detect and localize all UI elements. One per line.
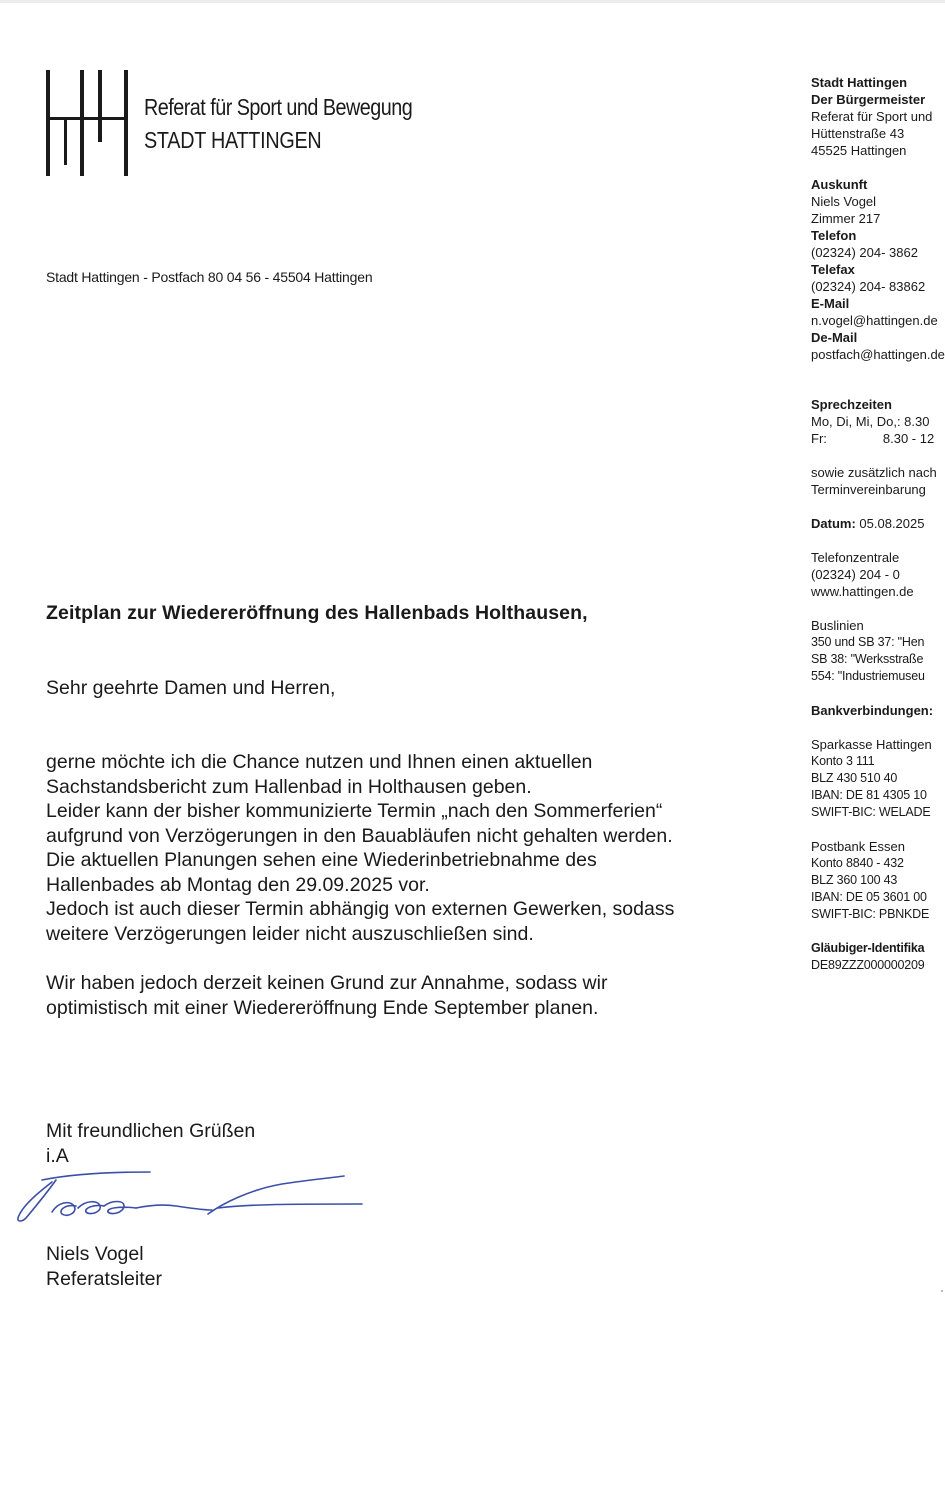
sidebar-date [811,515,945,532]
logo-city: STADT HATTINGEN [144,127,322,153]
sidebar-creditor-id: DE89ZZZ000000209 [811,958,925,972]
closing-greeting: Mit freundlichen Grüßen [46,1120,256,1142]
sidebar-contact-label: Telefax [811,262,855,277]
sidebar-central: (02324) 204 - 0 [811,567,900,582]
body-line: Hallenbades ab Montag den 29.09.2025 vor. [46,873,430,896]
sidebar-bank2: Postbank Essen [811,839,905,854]
sidebar-org: Der Bürgermeister [811,92,926,107]
body-line: weitere Verzögerungen leider nicht auszuschließen sind. [46,922,534,945]
signer-title: Referatsleiter [46,1267,162,1290]
handwritten-signature [12,1160,372,1230]
sidebar-hours-label: Sprechzeiten [811,397,892,412]
sidebar-bank-label: Bankverbindungen: [811,703,934,718]
date-value: 05.08.2025 [859,516,925,531]
sidebar-contact-label: E-Mail [811,296,850,311]
sidebar-contact-value: Niels Vogel [811,194,877,209]
signer-name: Niels Vogel [46,1243,144,1265]
logo-wordmark [144,94,456,154]
body-line: aufgrund von Verzögerungen in den Bauabläufen nicht gehalten werden. [46,824,673,847]
sidebar-website: www.hattingen.de [811,584,914,599]
sidebar-bus: SB 38: "Werksstraße [811,652,924,666]
sidebar-contact-label: Telefon [811,228,857,243]
sidebar-hours: Mo, Di, Mi, Do,: 8.30 [811,414,930,429]
sidebar-bank1: Konto 3 111 [811,754,875,768]
letter-salutation: Sehr geehrte Damen und Herren, [46,677,336,699]
logo-department: Referat für Sport und Bewegung [144,94,413,120]
sidebar-contact-label: Auskunft [811,177,868,192]
sidebar-hours-friday [811,430,945,447]
sidebar-bus: 554: "Industriemuseu [811,669,925,683]
sidebar-bus: Buslinien [811,618,864,633]
letter-paragraph-1 [46,750,786,946]
sender-info-sidebar [811,74,945,974]
sidebar-bank2: SWIFT-BIC: PBNKDE [811,907,930,921]
return-address: Stadt Hattingen - Postfach 80 04 56 - 45504 Hattingen [46,269,373,285]
scan-artifact [941,1290,943,1292]
letter-signer [46,1242,162,1291]
letter-subject: Zeitplan zur Wiedereröffnung des Hallenbads Holthausen, [46,602,588,624]
sidebar-address: Referat für Sport und [811,109,933,124]
body-line: Leider kann der bisher kommunizierte Termin „nach den Sommerferien“ [46,800,663,822]
top-border [0,0,945,3]
body-line: Jedoch ist auch dieser Termin abhängig von externen Gewerken, sodass [46,898,675,920]
sidebar-contact-value: Zimmer 217 [811,211,881,226]
sidebar-bank1: BLZ 430 510 40 [811,771,898,785]
sidebar-demail: postfach@hattingen.de [811,347,945,362]
sidebar-bank2: IBAN: DE 05 3601 00 [811,890,927,904]
sidebar-bank1: Sparkasse Hattingen [811,737,932,752]
sidebar-creditor-label: Gläubiger-Identifika [811,941,925,955]
sidebar-bank2: BLZ 360 100 43 [811,873,898,887]
friday-time: 8.30 - 12 [882,431,935,446]
sidebar-email: n.vogel@hattingen.de [811,313,938,328]
sidebar-org: Stadt Hattingen [811,75,908,90]
sidebar-contact-label: De-Mail [811,330,858,345]
sidebar-bus: 350 und SB 37: "Hen [811,635,925,649]
sidebar-hours-extra: sowie zusätzlich nach [811,465,937,480]
sidebar-phone: (02324) 204- 3862 [811,245,918,260]
body-line: Die aktuellen Planungen sehen eine Wiederinbetriebnahme des [46,849,597,871]
body-line: Sachstandsbericht zum Hallenbad in Holthausen geben. [46,775,532,798]
sidebar-hours-extra: Terminvereinbarung [811,482,926,497]
body-line: gerne möchte ich die Chance nutzen und Ihnen einen aktuellen [46,751,593,773]
closing-ia: i.A [46,1144,69,1167]
sidebar-central: Telefonzentrale [811,550,900,565]
stadt-hattingen-logo-icon [46,70,130,176]
sidebar-address: Hüttenstraße 43 [811,126,905,141]
friday-label: Fr: [811,431,827,446]
sidebar-bank1: IBAN: DE 81 4305 10 [811,788,927,802]
sidebar-bank2: Konto 8840 - 432 [811,856,904,870]
date-label: Datum: [811,516,856,531]
sidebar-fax: (02324) 204- 83862 [811,279,926,294]
body-line: optimistisch mit einer Wiedereröffnung Ende September planen. [46,996,599,1019]
body-line: Wir haben jedoch derzeit keinen Grund zur Annahme, sodass wir [46,972,608,994]
letter-paragraph-2 [46,971,786,1020]
sidebar-address: 45525 Hattingen [811,143,907,158]
sidebar-bank1: SWIFT-BIC: WELADE [811,805,931,819]
